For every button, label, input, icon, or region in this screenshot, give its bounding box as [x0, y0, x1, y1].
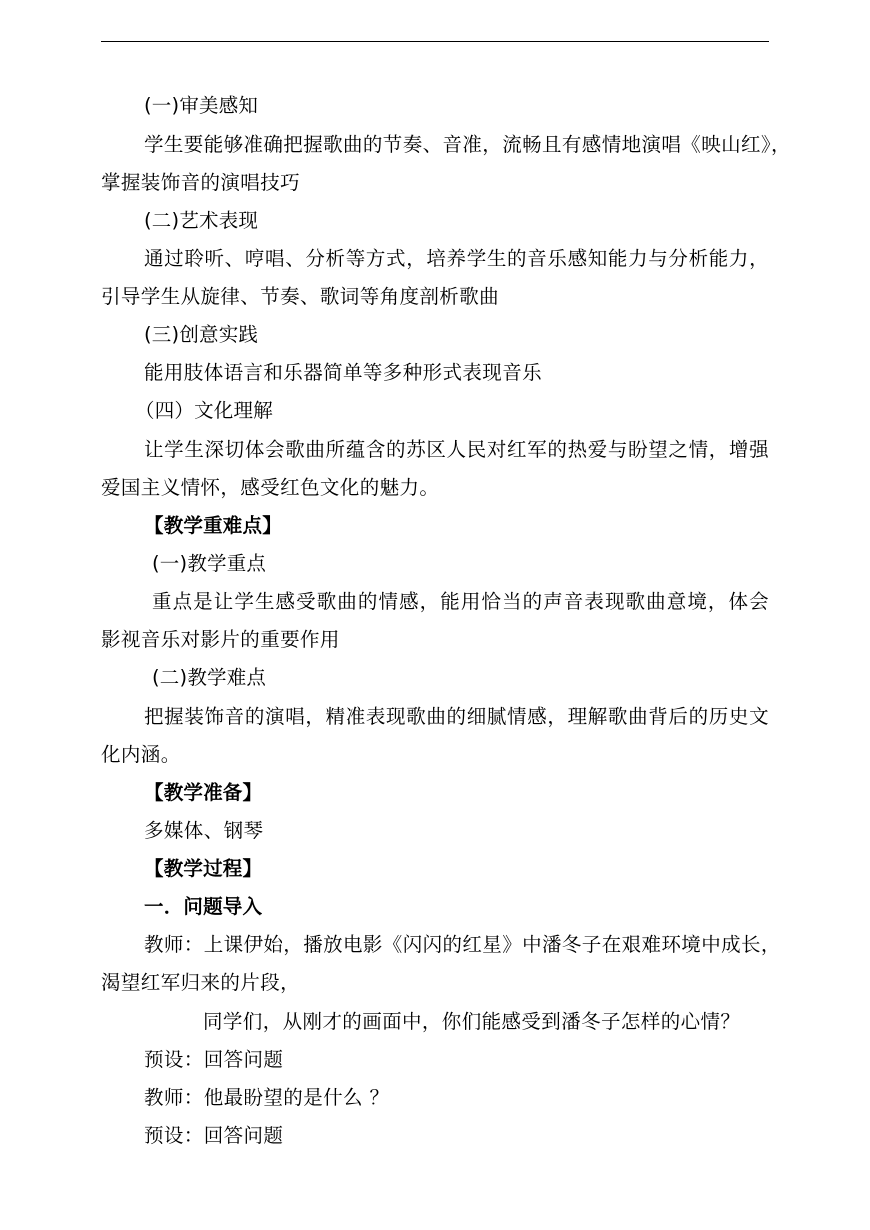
paragraph-line: 影视音乐对影片的重要作用 [101, 628, 340, 651]
paragraph-line: 多媒体、钢琴 [144, 819, 264, 842]
section-heading-creative: (三)创意实践 [144, 323, 259, 346]
paragraph-line: 学生要能够准确把握歌曲的节奏、音准，流畅且有感情地演唱《映山红》， [144, 133, 791, 156]
paragraph-line: 教师：他最盼望的是什么 ？ [144, 1086, 390, 1109]
paragraph-line: 预设：回答问题 [144, 1124, 284, 1147]
subheading-intro: 一．问题导入 [144, 895, 263, 918]
paragraph-line: 把握装饰音的演唱，精准表现歌曲的细腻情感，理解歌曲背后的历史文 [144, 705, 769, 728]
section-heading-aesthetic: (一)审美感知 [144, 94, 259, 117]
paragraph-line: 掌握装饰音的演唱技巧 [101, 171, 301, 194]
subheading-difficult-point: (二)教学难点 [152, 666, 267, 689]
paragraph-line: 渴望红军归来的片段， [101, 971, 301, 994]
section-heading-artistic: (二)艺术表现 [144, 209, 259, 232]
paragraph-line: 能用肢体语言和乐器简单等多种形式表现音乐 [144, 361, 543, 384]
paragraph-line: 同学们，从刚才的画面中，你们能感受到潘冬子怎样的心情？ [203, 1010, 741, 1033]
paragraph-line: 预设：回答问题 [144, 1048, 284, 1071]
paragraph-line: 让学生深切体会歌曲所蕴含的苏区人民对红军的热爱与盼望之情，增强 [144, 438, 769, 461]
paragraph-line: 教师：上课伊始，播放电影《闪闪的红星》中潘冬子在艰难环境中成长， [144, 933, 781, 956]
header-rule [101, 41, 769, 42]
section-title-key-points: 【教学重难点】 [144, 514, 282, 537]
section-title-process: 【教学过程】 [144, 857, 263, 880]
section-title-preparation: 【教学准备】 [144, 781, 263, 804]
paragraph-line: 通过聆听、哼唱、分析等方式，培养学生的音乐感知能力与分析能力， [144, 247, 769, 270]
paragraph-line: 引导学生从旋律、节奏、歌词等角度剖析歌曲 [101, 285, 500, 308]
section-heading-culture: （四）文化理解 [135, 399, 273, 422]
paragraph-line: 化内涵。 [101, 743, 181, 766]
paragraph-line: 重点是让学生感受歌曲的情感，能用恰当的声音表现歌曲意境，体会 [152, 590, 769, 613]
subheading-key-point: (一)教学重点 [152, 552, 267, 575]
paragraph-line: 爱国主义情怀，感受红色文化的魅力。 [101, 476, 440, 499]
